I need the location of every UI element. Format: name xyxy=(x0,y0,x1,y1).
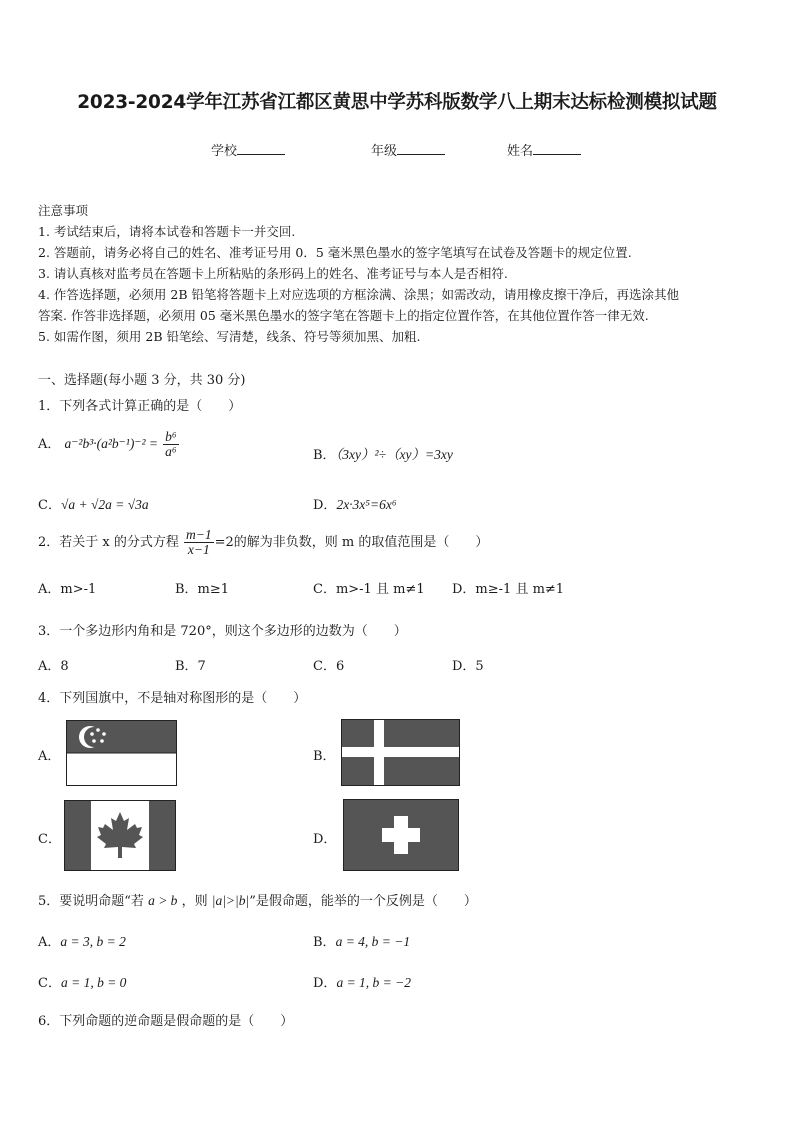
notice-item: 3. 请认真核对监考员在答题卡上所粘贴的条形码上的姓名、准考证号与本人是否相符. xyxy=(38,266,508,281)
name-field xyxy=(507,140,581,159)
q5-option-b xyxy=(313,931,410,950)
option-label: C． xyxy=(38,498,61,513)
q5-option-c xyxy=(38,972,126,991)
singapore-flag-icon xyxy=(66,720,177,786)
q5-stem-mid: ，则 xyxy=(181,894,208,909)
option-label: B． xyxy=(313,935,336,950)
page-title: 2023-2024学年江苏省江都区黄思中学苏科版数学八上期末达标检测模拟试题 xyxy=(77,92,717,113)
q5-stem-post: ”是假命题，能举的一个反例是（ ） xyxy=(249,894,477,909)
section-heading: 一、选择题(每小题 3 分，共 30 分) xyxy=(38,373,246,388)
name-label: 姓名 xyxy=(507,144,534,159)
q1-a-expr: a⁻²b³·(a²b⁻¹)⁻² = xyxy=(64,436,158,451)
q1-option-d xyxy=(313,494,397,513)
question-6-stem: 6．下列命题的逆命题是假命题的是（ ） xyxy=(38,1014,294,1029)
q3-option-b: B．7 xyxy=(175,659,206,674)
question-2-stem xyxy=(38,528,488,557)
q2-option-b: B．m≥1 xyxy=(175,582,230,597)
q3-option-c: C．6 xyxy=(313,659,345,674)
school-label: 学校 xyxy=(211,144,238,159)
name-blank xyxy=(533,142,581,155)
q1-c-expr: √a + √2a = √3a xyxy=(60,497,149,512)
notice-item: 4. 作答选择题，必须用 2B 铅笔将答题卡上对应选项的方框涂满、涂黑；如需改动，请用橡皮擦干净后，再选涂其他 xyxy=(38,287,679,302)
option-label: A． xyxy=(38,935,61,950)
question-5-stem xyxy=(38,890,477,909)
q1-option-b xyxy=(313,443,453,463)
notice-item: 1. 考试结束后，请将本试卷和答题卡一并交回. xyxy=(38,224,296,239)
notice-item: 答案. 作答非选择题，必须用 05 毫米黑色墨水的签字笔在答题卡上的指定位置作答，在其他位置作答一律无效. xyxy=(38,308,649,323)
question-4-stem: 4．下列国旗中，不是轴对称图形的是（ ） xyxy=(38,691,307,706)
q5-option-d xyxy=(313,972,411,991)
q5-condition: a > b xyxy=(148,893,178,908)
q1-a-fraction xyxy=(163,430,178,459)
denmark-flag-icon xyxy=(341,719,460,786)
q5-stem-pre: 5．要说明命题“若 xyxy=(38,894,144,909)
q4-option-c-label: C． xyxy=(38,832,61,847)
notice-block xyxy=(38,200,679,347)
q5-a-expr: a = 3, b = 2 xyxy=(60,934,126,949)
grade-blank xyxy=(397,142,445,155)
q5-option-a xyxy=(38,931,126,950)
school-field xyxy=(211,140,285,159)
option-label: B． xyxy=(313,448,336,463)
question-1-stem: 1．下列各式计算正确的是（ ） xyxy=(38,399,242,414)
q2-option-a: A．m>-1 xyxy=(38,582,97,597)
notice-item: 5. 如需作图，须用 2B 铅笔绘、写清楚，线条、符号等须加黑、加粗. xyxy=(38,329,421,344)
option-label: D． xyxy=(313,976,337,991)
option-label: A． xyxy=(38,437,61,452)
notice-heading: 注意事项 xyxy=(38,203,89,218)
grade-field xyxy=(371,140,445,159)
q1-d-expr: 2x·3x⁵=6x⁶ xyxy=(336,497,397,512)
q3-option-d: D．5 xyxy=(452,659,484,674)
q4-option-b-label: B． xyxy=(313,749,336,764)
q1-b-expr: （3xy）²÷（xy）=3xy xyxy=(335,447,453,462)
q1-option-a xyxy=(38,430,180,459)
q2-stem-post: =2的解为非负数，则 m 的取值范围是（ ） xyxy=(214,535,489,550)
grade-label: 年级 xyxy=(371,144,398,159)
school-blank xyxy=(237,142,285,155)
fraction-numerator: b⁶ xyxy=(165,429,177,444)
q2-option-c: C．m>-1 且 m≠1 xyxy=(313,582,425,597)
q5-b-expr: a = 4, b = −1 xyxy=(335,934,411,949)
switzerland-flag-icon xyxy=(343,799,459,871)
notice-item: 2. 答题前，请务必将自己的姓名、准考证号用 0．5 毫米黑色墨水的签字笔填写在试卷及答题卡的规定位置. xyxy=(38,245,632,260)
q3-option-a: A．8 xyxy=(38,659,69,674)
q5-abs-expr: |a|>|b| xyxy=(211,893,250,908)
q2-option-d: D．m≥-1 且 m≠1 xyxy=(452,582,565,597)
q4-option-a-label: A． xyxy=(38,749,61,764)
q5-c-expr: a = 1, b = 0 xyxy=(60,975,127,990)
option-label: C． xyxy=(38,976,61,991)
fraction-numerator: m−1 xyxy=(186,527,212,542)
q2-fraction xyxy=(184,528,214,557)
q5-d-expr: a = 1, b = −2 xyxy=(336,975,412,990)
fraction-denominator: x−1 xyxy=(187,542,210,557)
option-label: D． xyxy=(313,498,337,513)
q2-stem-pre: 2．若关于 x 的分式方程 xyxy=(38,535,179,550)
canada-flag-icon xyxy=(64,800,176,871)
q4-option-d-label: D． xyxy=(313,832,337,847)
fraction-denominator: a⁶ xyxy=(165,444,177,459)
question-3-stem: 3．一个多边形内角和是 720°，则这个多边形的边数为（ ） xyxy=(38,624,407,639)
q1-option-c xyxy=(38,494,149,513)
